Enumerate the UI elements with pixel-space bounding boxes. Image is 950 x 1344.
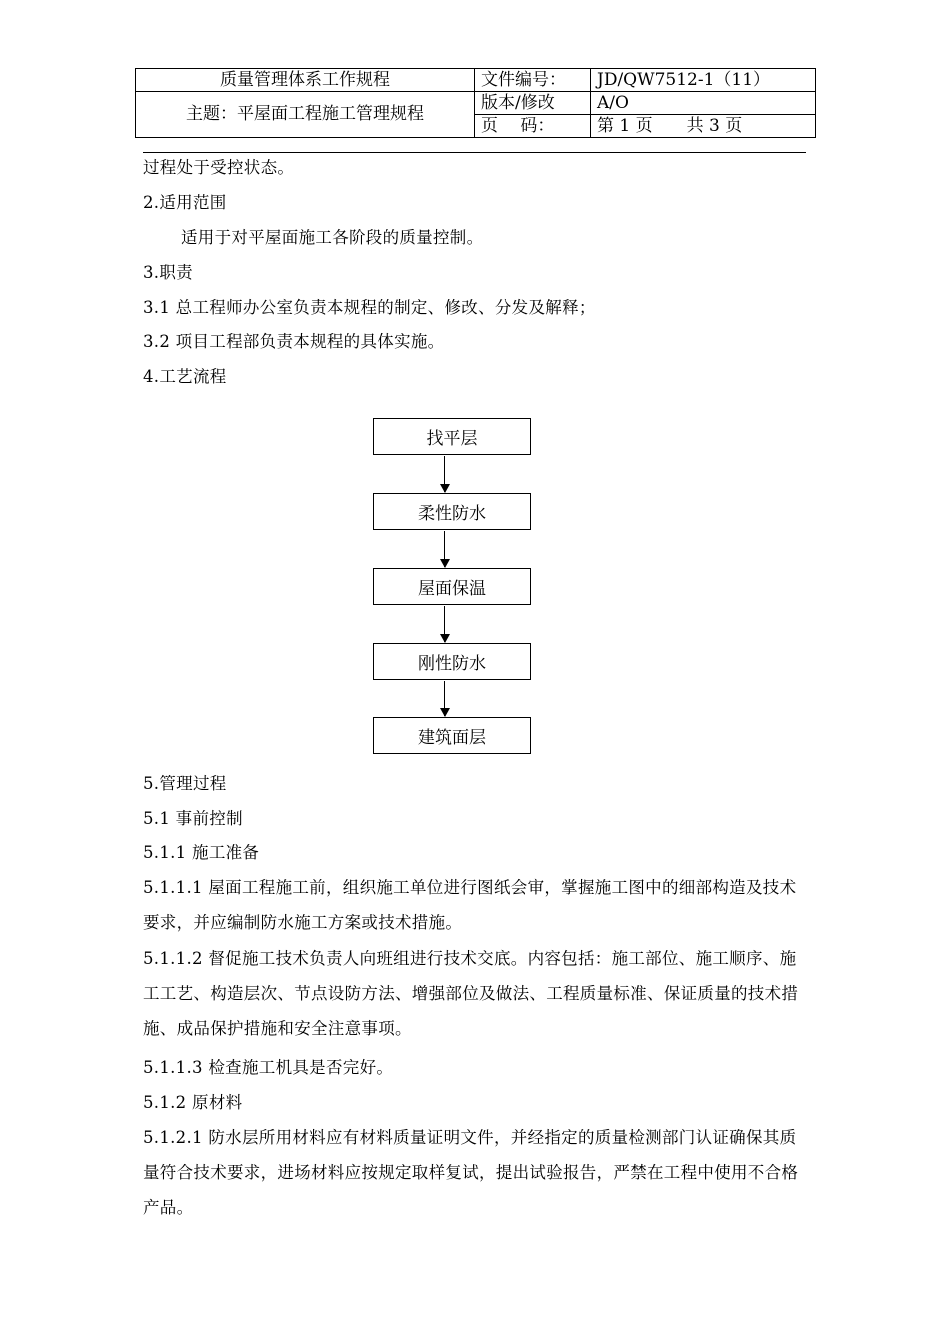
flow-arrow <box>444 681 445 716</box>
subsection-heading: 5.1 事前控制 <box>143 809 243 828</box>
flow-step-4: 刚性防水 <box>373 643 531 680</box>
paragraph: 适用于对平屋面施工各阶段的质量控制。 <box>181 228 484 247</box>
version-label: 版本/修改 <box>475 92 591 115</box>
file-no-value: JD/QW7512-1（11） <box>591 69 816 92</box>
section-heading: 4.工艺流程 <box>143 367 227 386</box>
flow-arrow <box>444 606 445 642</box>
page-label: 页 码： <box>475 115 591 138</box>
paragraph: 3.1 总工程师办公室负责本规程的制定、修改、分发及解释； <box>143 298 596 317</box>
doc-system-title: 质量管理体系工作规程 <box>136 69 475 92</box>
paragraph: 5.1.2.1 防水层所用材料应有材料质量证明文件，并经指定的质量检测部门认证确保其质量符合技术要求，进场材料应按规定取样复试，提出试验报告，严禁在工程中使用不合格产品。 <box>143 1128 799 1217</box>
subsection-heading: 5.1.2 原材料 <box>143 1093 243 1112</box>
paragraph: 5.1.1.3 检查施工机具是否完好。 <box>143 1058 394 1077</box>
flow-arrow <box>444 456 445 492</box>
document-header-table <box>135 68 816 138</box>
page-value: 第 1 页 共 3 页 <box>591 115 816 138</box>
paragraph: 5.1.1.2 督促施工技术负责人向班组进行技术交底。内容包括：施工部位、施工顺序、施工工艺、构造层次、节点设防方法、增强部位及做法、工程质量标准、保证质量的技术措施、成品保护措施和安全注意事项。 <box>143 949 799 1038</box>
section-heading: 2.适用范围 <box>143 193 227 212</box>
section-heading: 5.管理过程 <box>143 774 227 793</box>
paragraph: 过程处于受控状态。 <box>143 158 295 177</box>
flow-step-1: 找平层 <box>373 418 531 455</box>
paragraph: 5.1.1.1 屋面工程施工前，组织施工单位进行图纸会审，掌握施工图中的细部构造及技术要求，并应编制防水施工方案或技术措施。 <box>143 878 797 932</box>
subsection-heading: 5.1.1 施工准备 <box>143 843 260 862</box>
section-heading: 3.职责 <box>143 263 193 282</box>
paragraph: 3.2 项目工程部负责本规程的具体实施。 <box>143 332 445 351</box>
flow-step-3: 屋面保温 <box>373 568 531 605</box>
subject-title: 主题：平屋面工程施工管理规程 <box>136 92 475 138</box>
flow-arrow <box>444 531 445 567</box>
flow-step-5: 建筑面层 <box>373 717 531 754</box>
file-no-label: 文件编号： <box>475 69 591 92</box>
flow-step-2: 柔性防水 <box>373 493 531 530</box>
version-value: A/O <box>591 92 816 115</box>
